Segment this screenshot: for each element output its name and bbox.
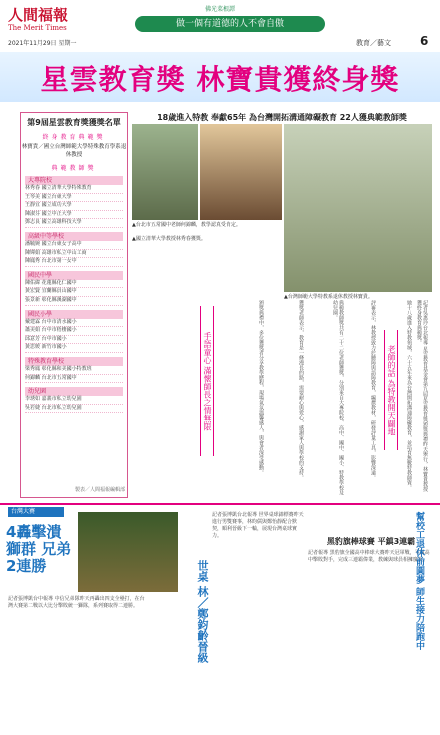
list-item: 戴建霖 台中市清水國小 [25, 319, 123, 328]
article-column: 典範教師獎共有二十二位老師獲獎，分別來自大專院校、高中、國中、國小、特教學校及幼兒園。 [332, 300, 344, 495]
article-subhead: 18歲進入特教 奉獻65年 為台灣開拓溝通障礙教育 22人獲典範教師獎 [157, 113, 407, 122]
list-item: 邱意芳 台中市國小 [25, 336, 123, 345]
list-item: 黃宏賢 宜蘭縣員山國中 [25, 288, 123, 297]
photo-caption-3: ▲台灣師範大學特教系退休教授林寶貴。 [284, 294, 373, 300]
black-panther-text: 記者報導 黑豹旗全國高中棒球大賽昨天冠軍戰，平鎮高中擊敗對手，完成三連霸偉業，教練與球員相擁慶祝。 [308, 550, 430, 563]
article-column: 記者吳惠玲台北報導 星雲教育基金會第九屆星雲教育獎頒獎典禮昨天舉行，林寶貴教授獲終身教育典範獎。 [416, 300, 428, 492]
category-special-ed: 特殊教育學校 [25, 357, 123, 366]
list-item: 蕭美娟 台中市梧棲國小 [25, 327, 123, 336]
list-item: 陳嬋娟 高雄市私立中山工商 [25, 250, 123, 259]
category-kindergarten: 幼兒園 [25, 387, 123, 396]
section-label: 教育／藝文 [356, 39, 391, 47]
teacher-photo-1 [132, 124, 198, 220]
list-item: 梁秀鳳 彰化縣和美國小特教班 [25, 366, 123, 375]
table-tennis-headline: 世桌 林／鄭鈞齡晉級 [196, 560, 209, 663]
article-column: 獲獎老師表示，教育是一條漫長的路，需要耐心與愛心，感謝家人與學校的支持。 [298, 300, 304, 480]
pull-quote: 手語童心 滿懷師長之情無限 [200, 306, 214, 456]
section-divider [0, 503, 440, 505]
slogan-tag: 佛光菜根譚 [205, 6, 236, 13]
award-list-title: 第9屆星雲教育獎獲獎名單 [27, 118, 121, 127]
table-tennis-text: 記者張博凱台北報導 世界桌球錦標賽昨天進行男雙賽事，林昀儒與鄭怡靜配合默契，順利晉級下一輪，展現台灣桌球實力。 [212, 512, 304, 539]
list-item: 陳淑芬 國立中正大學 [25, 211, 123, 220]
main-headline: 星雲教育獎 林寶貴獲終身獎 [40, 63, 400, 96]
category-high-school: 高級中等學校 [25, 232, 123, 241]
table-credit: 製表／人間福報編輯部 [74, 487, 125, 493]
category-elementary: 國民小學 [25, 310, 123, 319]
article-column: 頒獎典禮中，多位獲獎者分享教學歷程，現場氣氛溫馨感人，與會者深受感動。 [258, 300, 264, 475]
issue-date: 2021年11月29日 星期一 [8, 40, 77, 47]
list-item: 王靜宜 國立成功大學 [25, 202, 123, 211]
article-column: 評審表示，林教授致力於聽障與語障教育，編撰教材，研發評量工具，影響深遠。 [370, 300, 376, 480]
lifetime-award-label: 終身教育典範獎 [42, 134, 106, 141]
sports-article-text: 記者張博凱台中報導 中信兄弟隊昨天再轟出四支全壘打，在台灣大賽第二戰以大比分擊敗統一獅隊，系列賽取得二連勝。 [8, 596, 145, 609]
list-item: 吳若婕 台北市私立幼兒園 [25, 405, 123, 414]
baseball-photo [78, 512, 178, 592]
list-item: 陳佑緯 花蓮縣化仁國中 [25, 280, 123, 289]
sports-headline: 4轟擊潰獅群 兄弟2連勝 [6, 523, 72, 575]
photo-caption-2: ▲國立清華大學教授林秀春獲獎。 [132, 236, 206, 242]
retirement-story-headline: 幫校工退休前圓夢 師生接力陪跑中 [414, 512, 424, 651]
list-item: 潘毓婉 國立台東女子高中 [25, 241, 123, 250]
award-list-box [20, 112, 128, 498]
list-item: 張景新 彰化縣溪湖國中 [25, 297, 123, 306]
black-panther-headline: 黑豹旗棒球賽 平鎮3連霸 [326, 537, 416, 546]
teacher-photo-2 [200, 124, 282, 220]
category-junior-high: 國民中學 [25, 271, 123, 280]
page-number: 6 [420, 34, 429, 48]
article-body [132, 300, 432, 500]
list-item: 鄧志良 國立高雄科技大學 [25, 219, 123, 228]
newspaper-logo-en: The Merit Times [8, 24, 67, 32]
list-item: 黃思媛 新竹市國小 [25, 344, 123, 353]
pull-quote: 老師的話 為特教開天闢地 [384, 330, 398, 450]
list-item: 李琇如 嘉義市私立幼兒園 [25, 396, 123, 405]
lifetime-award-recipient: 林寶貴／國立台灣師範大學特殊教育學系退休教授 [21, 144, 127, 158]
list-item: 王琴美 國立台東大學 [25, 194, 123, 203]
photo-caption-1: ▲台北市五常國中老師何錦麟，教學認真受肯定。 [132, 222, 241, 228]
sports-section-tag: 台灣大賽 [8, 507, 64, 517]
slogan-banner: 做一個有道德的人不會自傲 [135, 16, 325, 32]
teacher-award-label: 典範教師獎 [51, 165, 97, 172]
newspaper-logo: 人間福報 [8, 6, 69, 24]
article-column: 她十八歲進入特教領域，六十五年來為台灣開拓溝通障礙教育，並培育無數特教師資。 [406, 300, 412, 490]
list-item: 林秀春 國立清華大學特殊教育 [25, 185, 123, 194]
list-item: 何錦麟 台北市五常國中 [25, 375, 123, 384]
list-item: 陳鳳秀 台北市第一女中 [25, 258, 123, 267]
masthead [0, 0, 440, 48]
lifetime-winner-photo [284, 124, 432, 292]
category-university: 大專院校 [25, 176, 123, 185]
